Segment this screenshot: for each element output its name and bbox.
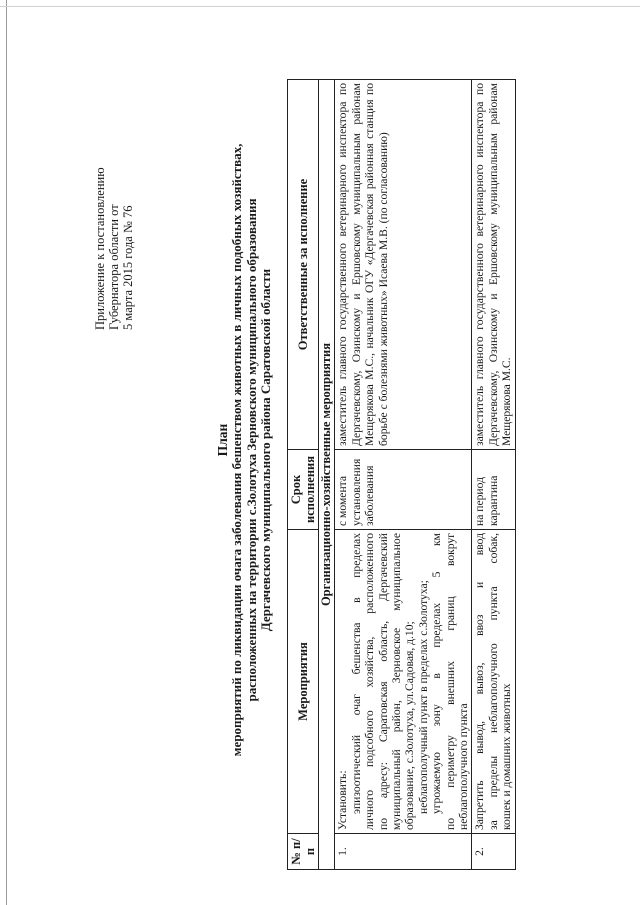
row-term: с момента установления заболевания [335,450,472,530]
header-term: Срок исполнения [288,450,319,530]
measure-line: кошек и домашних животных [500,683,514,830]
measure-line: угрожаемую зону в пределах 5 км [430,533,444,814]
measure-line: неблагополучного пункта [457,703,471,830]
row-measure [335,530,472,834]
title-line-2: расположенных на территории с.Золотуха Зерновского муниципального образования [243,198,259,702]
measure-line: личного подсобного хозяйства, расположенного [363,533,377,830]
row-responsible: заместитель главного государственного ветеринарного инспектора по Дергачевскому, Озинскому и Ершовскому муниципальным районам Мещерякова М.С., начальник ОГУ «Дергачевская районная станция по борьбе с болезнями животных» Исаева М.В. (по согласованию) [335,80,472,450]
header-num: № п/п [288,834,319,870]
measure-line: образование, с.Золотуха, ул.Садовая, д.10; [403,621,417,830]
measure-line: по периметру внешних границ вокруг [443,533,457,830]
row-responsible: заместитель главного государственного ветеринарного инспектора по Дергачевскому, Озинскому и Ершовскому муниципальным районам Мещерякова М.С. [472,80,515,450]
title-heading: План [215,423,230,457]
title-line-3: Дергачевского муниципального района Саратовской области [258,268,274,632]
measure-line: за пределы неблагополучного пункта собак, [486,533,500,830]
annex-line-3: 5 марта 2015 года № 76 [121,205,135,330]
row-num: 1. [335,834,472,870]
annex-note [93,167,135,330]
rotated-page-content [5,10,635,890]
table-row [472,80,515,870]
measure-line: по адресу: Саратовская область, Дергачевский [376,533,390,830]
measure-line: неблагополучный пункт в пределах с.Золотуха; [416,580,430,814]
header-responsible: Ответственные за исполнение [288,80,319,450]
measure-line: Установить: [336,770,350,830]
table-row [335,80,472,870]
measure-line: эпизоотический очаг бешенства в пределах [349,533,363,814]
row-num: 2. [472,834,515,870]
measures-table [287,79,516,870]
row-term: на период карантина [472,450,515,530]
scan-edge-top [0,6,640,7]
title-line-1: мероприятий по ликвидации очага заболевания бешенством животных в личных подобных хозяйствах, [229,143,244,757]
measure-line: Запретить вывод, вывоз, ввоз и ввод [473,533,487,830]
measure-line: муниципальный район, Зерновское муниципальное [390,533,404,830]
header-measures: Мероприятия [288,530,319,834]
section-row [319,80,335,870]
table-header-row [288,80,319,870]
annex-line-1: Приложение к постановлению [93,167,107,330]
section-title: Организационно-хозяйственные мероприятия [319,80,335,870]
row-measure [472,530,515,834]
annex-line-2: Губернатора области от [107,204,121,330]
document-title [215,10,274,890]
